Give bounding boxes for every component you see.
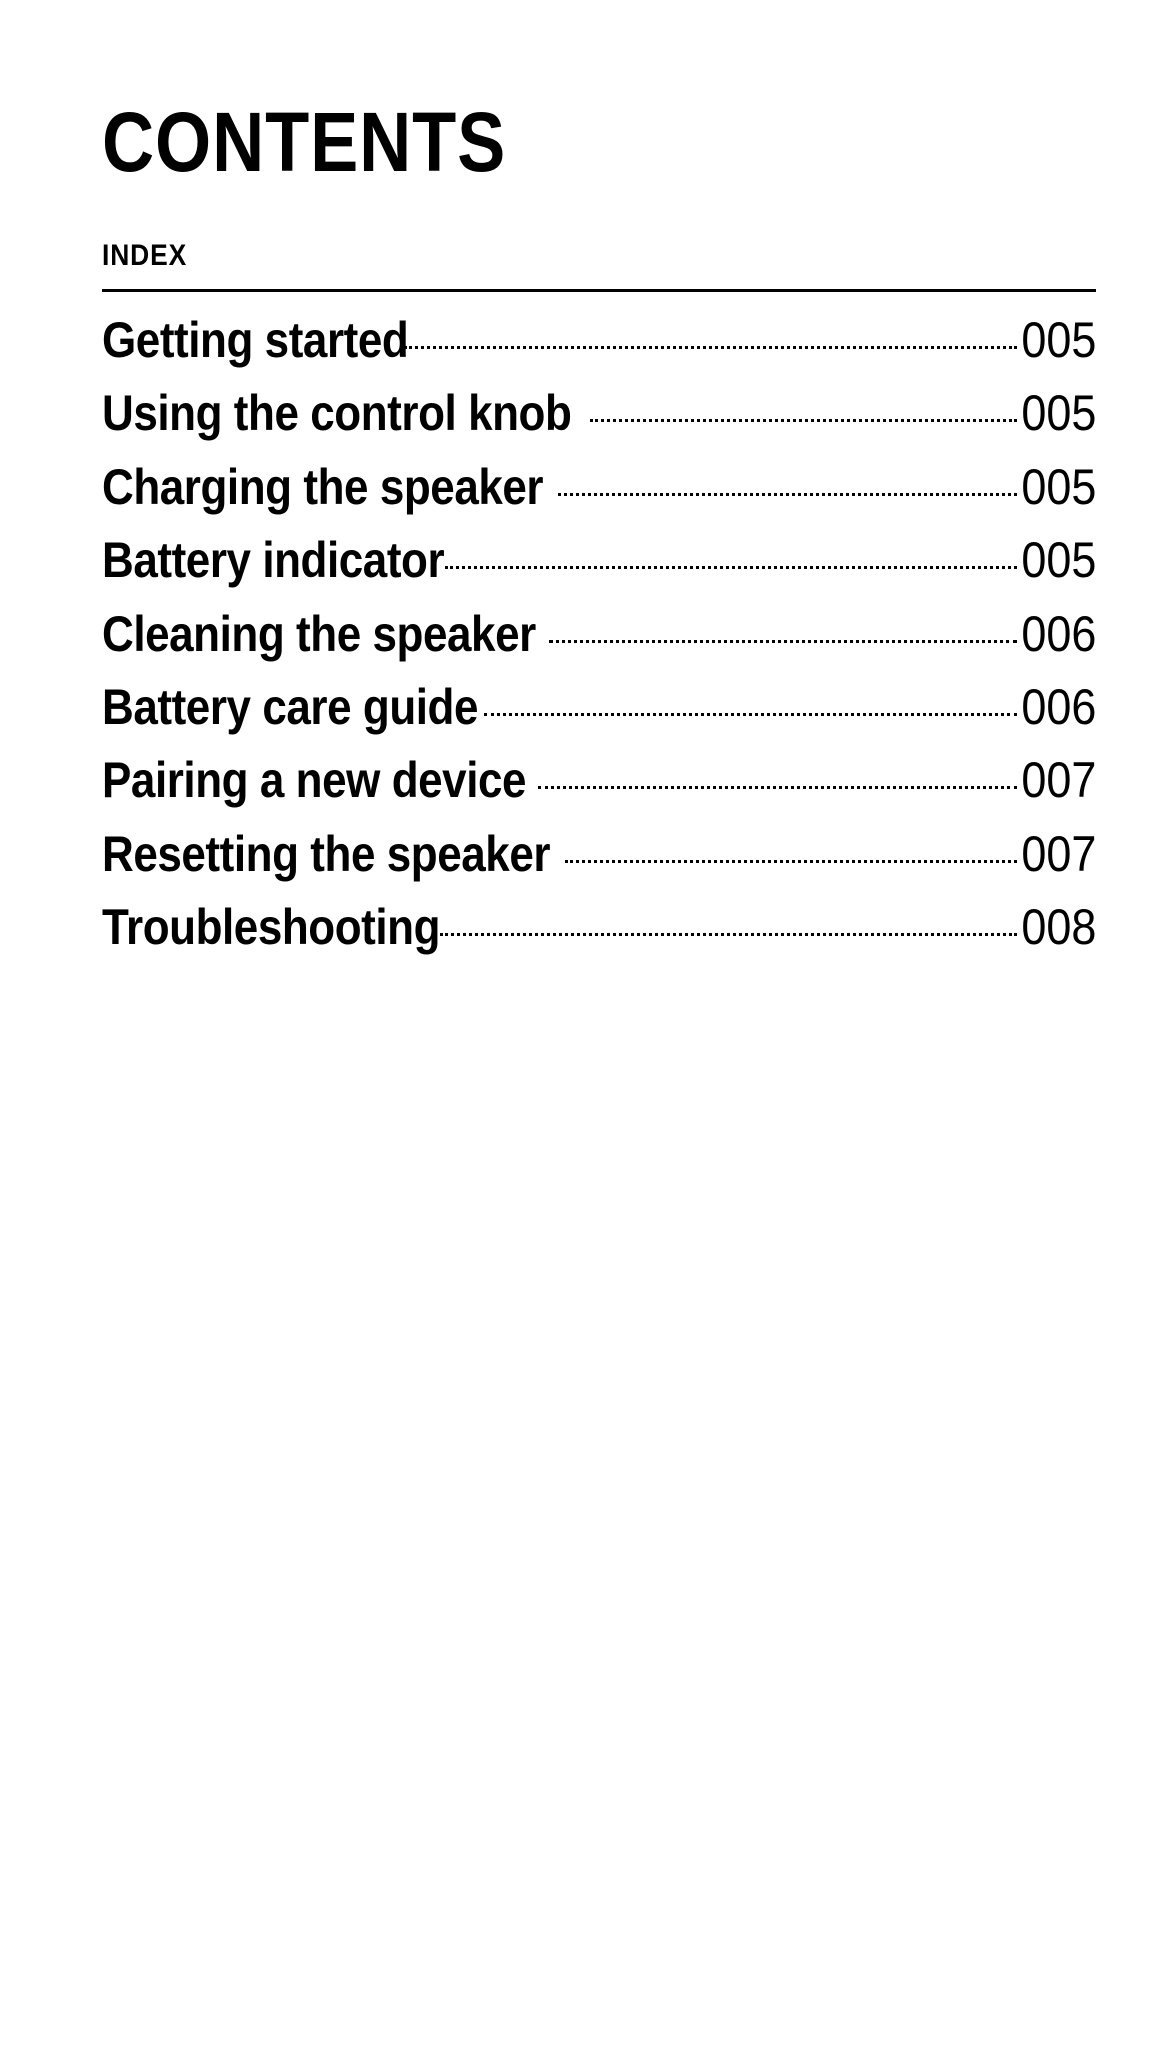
- toc-entry-label: Troubleshooting: [102, 899, 441, 956]
- toc-entry-battery-indicator[interactable]: [102, 524, 1096, 597]
- toc-entry-page-number: 005: [1020, 312, 1096, 368]
- dot-leader: [558, 493, 1017, 496]
- toc-entry-label: Cleaning the speaker: [102, 605, 536, 662]
- toc-entry-cleaning-speaker[interactable]: [102, 598, 1096, 671]
- toc-entry-label: Using the control knob: [102, 385, 572, 442]
- dot-leader: [440, 933, 1016, 936]
- toc-entry-page-number: 006: [1020, 678, 1096, 735]
- dot-leader: [445, 566, 1016, 569]
- dot-leader: [590, 419, 1017, 422]
- toc-entry-resetting-speaker[interactable]: [102, 818, 1096, 891]
- dot-leader: [565, 860, 1016, 863]
- section-label: INDEX: [102, 239, 188, 272]
- dot-leader: [549, 640, 1016, 643]
- toc-entry-label: Resetting the speaker: [102, 825, 551, 882]
- table-of-contents: [102, 304, 1096, 965]
- toc-entry-page-number: 005: [1020, 532, 1096, 589]
- toc-entry-page-number: 008: [1020, 899, 1096, 956]
- toc-entry-page-number: 007: [1020, 825, 1096, 882]
- toc-entry-charging-speaker[interactable]: [102, 451, 1096, 524]
- toc-entry-page-number: 005: [1020, 385, 1096, 442]
- toc-entry-getting-started[interactable]: [102, 304, 1096, 377]
- toc-entry-label: Charging the speaker: [102, 458, 544, 515]
- toc-entry-page-number: 007: [1020, 752, 1096, 809]
- toc-entry-label: Battery indicator: [102, 532, 445, 589]
- toc-entry-pairing-new-device[interactable]: [102, 744, 1096, 817]
- divider-rule: [102, 289, 1096, 292]
- toc-entry-using-control-knob[interactable]: [102, 377, 1096, 450]
- toc-entry-page-number: 005: [1020, 458, 1096, 515]
- toc-entry-troubleshooting[interactable]: [102, 891, 1096, 964]
- toc-entry-label: Battery care guide: [102, 678, 479, 735]
- dot-leader: [484, 713, 1017, 716]
- page-title: CONTENTS: [102, 95, 507, 189]
- toc-entry-page-number: 006: [1020, 605, 1096, 662]
- dot-leader: [538, 786, 1016, 789]
- toc-entry-label: Getting started: [102, 312, 409, 368]
- dot-leader: [404, 346, 1016, 349]
- toc-entry-battery-care-guide[interactable]: [102, 671, 1096, 744]
- toc-entry-label: Pairing a new device: [102, 752, 527, 809]
